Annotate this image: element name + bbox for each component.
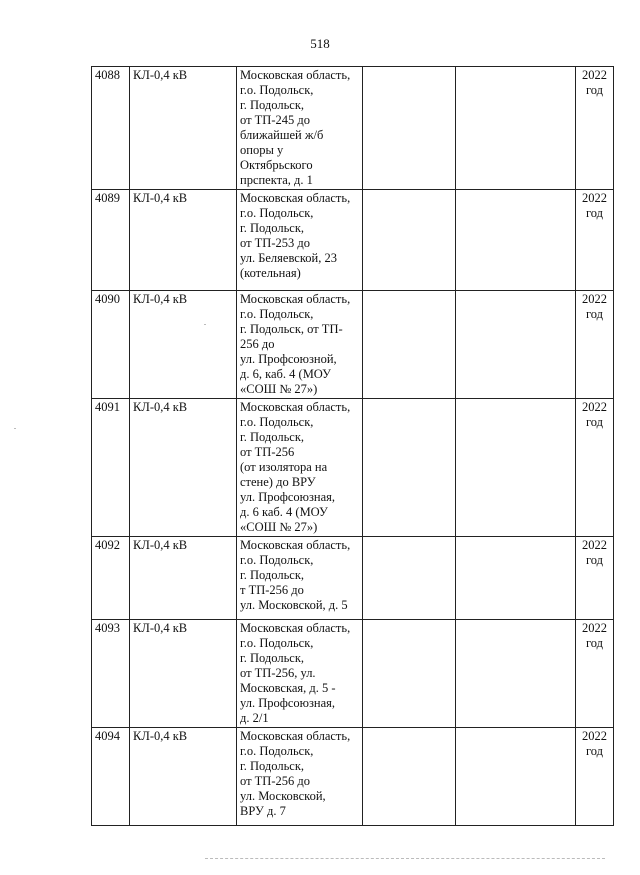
location-line: Московская область, <box>240 621 351 635</box>
location-description <box>237 620 363 728</box>
location-line: от ТП-253 до <box>240 236 310 250</box>
location-line: г.о. Подольск, <box>240 206 314 220</box>
location-line: 256 до <box>240 337 275 351</box>
location-line: (котельная) <box>240 266 301 280</box>
empty-cell-1 <box>363 399 456 537</box>
year-cell <box>576 399 614 537</box>
line-type: КЛ-0,4 кВ <box>130 291 237 399</box>
location-line: прспекта, д. 1 <box>240 173 313 187</box>
location-line: Московская область, <box>240 191 351 205</box>
location-line: стене) до ВРУ <box>240 475 316 489</box>
location-line: г.о. Подольск, <box>240 415 314 429</box>
table-row <box>92 291 614 399</box>
location-line: ближайшей ж/б <box>240 128 324 142</box>
empty-cell-1 <box>363 620 456 728</box>
table-row <box>92 399 614 537</box>
row-number: 4093 <box>92 620 130 728</box>
location-line: Московская область, <box>240 292 351 306</box>
table-row <box>92 67 614 190</box>
year-cell <box>576 67 614 190</box>
location-line: ул. Московской, <box>240 789 326 803</box>
location-line: (от изолятора на <box>240 460 328 474</box>
location-line: ВРУ д. 7 <box>240 804 286 818</box>
location-line: Московская область, <box>240 729 351 743</box>
year-line: год <box>585 553 604 567</box>
location-line: «СОШ № 27») <box>240 382 318 396</box>
location-description <box>237 537 363 620</box>
line-type: КЛ-0,4 кВ <box>130 399 237 537</box>
location-line: г.о. Подольск, <box>240 636 314 650</box>
year-cell <box>576 728 614 826</box>
location-line: г.о. Подольск, <box>240 744 314 758</box>
line-type: КЛ-0,4 кВ <box>130 620 237 728</box>
page-number: 518 <box>310 36 330 51</box>
location-line: д. 6, каб. 4 (МОУ <box>240 367 331 381</box>
empty-cell-2 <box>456 399 576 537</box>
year-line: 2022 <box>582 400 607 414</box>
location-description <box>237 67 363 190</box>
location-description <box>237 291 363 399</box>
location-line: от ТП-256 <box>240 445 295 459</box>
location-line: «СОШ № 27») <box>240 520 318 534</box>
year-line: год <box>585 307 604 321</box>
location-line: Московская область, <box>240 538 351 552</box>
scan-artifact-dot <box>14 428 16 429</box>
location-line: ул. Профсоюзной, <box>240 352 337 366</box>
year-cell <box>576 190 614 291</box>
location-line: ул. Профсоюзная, <box>240 490 336 504</box>
location-line: от ТП-256 до <box>240 774 310 788</box>
location-line: т ТП-256 до <box>240 583 304 597</box>
empty-cell-2 <box>456 190 576 291</box>
table-row <box>92 620 614 728</box>
year-cell <box>576 537 614 620</box>
row-number: 4091 <box>92 399 130 537</box>
empty-cell-2 <box>456 728 576 826</box>
location-description <box>237 399 363 537</box>
year-line: год <box>585 83 604 97</box>
row-number: 4090 <box>92 291 130 399</box>
location-line: г. Подольск, <box>240 651 305 665</box>
empty-cell-2 <box>456 291 576 399</box>
location-line: д. 6 каб. 4 (МОУ <box>240 505 328 519</box>
year-line: 2022 <box>582 621 607 635</box>
scan-artifact-line <box>205 858 605 859</box>
row-number: 4088 <box>92 67 130 190</box>
year-line: 2022 <box>582 729 607 743</box>
location-line: г.о. Подольск, <box>240 83 314 97</box>
year-line: год <box>585 206 604 220</box>
row-number: 4094 <box>92 728 130 826</box>
location-line: Октябрьского <box>240 158 313 172</box>
empty-cell-1 <box>363 291 456 399</box>
year-line: год <box>585 415 604 429</box>
year-cell <box>576 620 614 728</box>
year-line: 2022 <box>582 68 607 82</box>
location-line: г.о. Подольск, <box>240 553 314 567</box>
location-line: от ТП-245 до <box>240 113 310 127</box>
location-description <box>237 728 363 826</box>
location-line: ул. Беляевской, 23 <box>240 251 337 265</box>
line-type: КЛ-0,4 кВ <box>130 67 237 190</box>
location-line: ул. Московской, д. 5 <box>240 598 348 612</box>
location-line: г.о. Подольск, <box>240 307 314 321</box>
year-line: 2022 <box>582 292 607 306</box>
empty-cell-1 <box>363 67 456 190</box>
location-line: Московская, д. 5 - <box>240 681 336 695</box>
year-line: 2022 <box>582 191 607 205</box>
location-line: г. Подольск, от ТП- <box>240 322 343 336</box>
table-row <box>92 537 614 620</box>
year-line: год <box>585 744 604 758</box>
location-line: г. Подольск, <box>240 430 305 444</box>
location-line: г. Подольск, <box>240 568 305 582</box>
year-line: год <box>585 636 604 650</box>
table-row <box>92 728 614 826</box>
location-line: д. 2/1 <box>240 711 269 725</box>
row-number: 4089 <box>92 190 130 291</box>
empty-cell-2 <box>456 67 576 190</box>
registry-rows <box>92 67 614 826</box>
row-number: 4092 <box>92 537 130 620</box>
scan-artifact-dot <box>204 324 206 325</box>
location-line: от ТП-256, ул. <box>240 666 316 680</box>
empty-cell-1 <box>363 537 456 620</box>
empty-cell-1 <box>363 190 456 291</box>
location-line: Московская область, <box>240 400 351 414</box>
location-line: г. Подольск, <box>240 98 305 112</box>
table-row <box>92 190 614 291</box>
line-type: КЛ-0,4 кВ <box>130 537 237 620</box>
location-line: Московская область, <box>240 68 351 82</box>
year-cell <box>576 291 614 399</box>
line-type: КЛ-0,4 кВ <box>130 728 237 826</box>
empty-cell-2 <box>456 620 576 728</box>
registry-table <box>91 66 614 826</box>
location-line: г. Подольск, <box>240 221 305 235</box>
location-description <box>237 190 363 291</box>
location-line: ул. Профсоюзная, <box>240 696 336 710</box>
year-line: 2022 <box>582 538 607 552</box>
location-line: опоры у <box>240 143 284 157</box>
location-line: г. Подольск, <box>240 759 305 773</box>
empty-cell-1 <box>363 728 456 826</box>
empty-cell-2 <box>456 537 576 620</box>
line-type: КЛ-0,4 кВ <box>130 190 237 291</box>
